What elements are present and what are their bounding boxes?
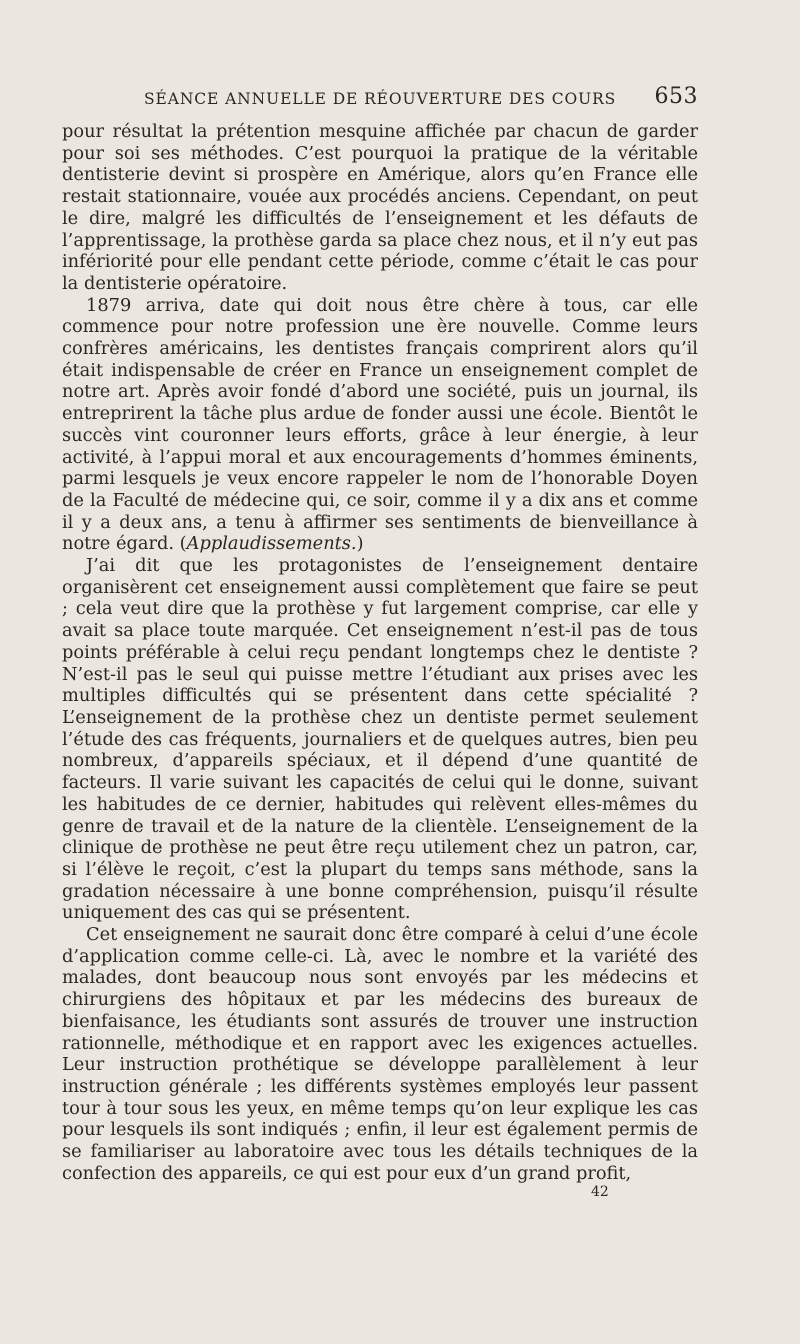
printer-signature-mark: 42	[591, 1184, 609, 1200]
running-header	[62, 84, 698, 114]
page-number: 653	[654, 84, 698, 109]
body-text	[62, 121, 698, 1184]
paragraph-continuation: pour résultat la prétention mesquine affichée par chacun de garder pour soi ses méthodes. C’est pourquoi la pratique de la véritable dentisterie devint si prospère en Amérique, alors qu’en France elle restait stationnaire, vouée aux procédés anciens. Cependant, on peut le dire, malgré les difficultés de l’enseignement et les défauts de l’apprentissage, la prothèse garda sa place chez nous, et il n’y eut pas infériorité pour elle pendant cette période, comme c’était le cas pour la dentisterie opératoire.	[62, 121, 698, 294]
applause-note: Applaudissements.	[186, 533, 357, 555]
paragraph-1879-text: 1879 arriva, date qui doit nous être chère à tous, car elle commence pour notre profession une ère nouvelle. Comme leurs confrères américains, les dentistes français comprirent alors qu’il était indispensable de créer en France un enseignement complet de notre art. Après avoir fondé d’abord une société, puis un journal, ils entreprirent la tâche plus ardue de fonder aussi une école. Bientôt le succès vint couronner leurs efforts, grâce à leur énergie, à leur activité, à l’appui moral et aux encouragements d’hommes éminents, parmi lesquels je veux encore rappeler le nom de l’honorable Doyen de la Faculté de médecine qui, ce soir, comme il y a dix ans et comme il y a deux ans, a tenu à affirmer ses sentiments de bienveillance à notre égard.	[62, 294, 698, 555]
paragraph-protagonists: J’ai dit que les protagonistes de l’enseignement dentaire organisèrent cet enseignement aussi complètement que faire se peut ; cela veut dire que la prothèse y fut largement comprise, car elle y avait sa place toute marquée. Cet enseignement n’est-il pas de tous points préférable à celui reçu pendant longtemps chez le dentiste ? N’est-il pas le seul qui puisse mettre l’étudiant aux prises avec les multiples difficultés qui se présentent dans cette spécialité ? L’enseignement de la prothèse chez un dentiste permet seulement l’étude des cas fréquents, journaliers et de quelques autres, bien peu nombreux, d’appareils spéciaux, et il dépend d’une quantité de facteurs. Il varie suivant les capacités de celui qui le donne, suivant les habitudes de ce dernier, habitudes qui relèvent elles-mêmes du genre de travail et de la nature de la clientèle. L’enseignement de la clinique de prothèse ne peut être reçu utilement chez un patron, car, si l’élève le reçoit, c’est la plupart du temps sans méthode, sans la gradation nécessaire à une bonne compréhension, puisqu’il résulte uniquement des cas qui se présentent.	[62, 555, 698, 924]
paragraph-1879: 1879 arriva, date qui doit nous être chère à tous, car elle commence pour notre profession une ère nouvelle. Comme leurs confrères américains, les dentistes français comprirent alors qu’il était indispensable de créer en France un enseignement complet de notre art. Après avoir fondé d’abord une société, puis un journal, ils entreprirent la tâche plus ardue de fonder aussi une école. Bientôt le succès vint couronner leurs efforts, grâce à leur énergie, à leur activité, à l’appui moral et aux encouragements d’hommes éminents, parmi lesquels je veux encore rappeler le nom de l’honorable Doyen de la Faculté de médecine qui, ce soir, comme il y a dix ans et comme il y a deux ans, a tenu à affirmer ses sentiments de bienveillance à notre égard. (Applaudissements.)	[62, 294, 698, 555]
paragraph-school: Cet enseignement ne saurait donc être comparé à celui d’une école d’application comme celle-ci. Là, avec le nombre et la variété des malades, dont beaucoup nous sont envoyés par les médecins et chirurgiens des hôpitaux et par les médecins des bureaux de bienfaisance, les étudiants sont assurés de trouver une instruction rationnelle, méthodique et en rapport avec les exigences actuelles. Leur instruction prothétique se développe parallèlement à leur instruction générale ; les différents systèmes employés leur passent tour à tour sous les yeux, en même temps qu’on leur explique les cas pour lesquels ils sont indiqués ; enfin, il leur est également permis de se familiariser au laboratoire avec tous les détails techniques de la confection des appareils, ce qui est pour eux d’un grand profit,	[62, 924, 698, 1184]
running-title: SÉANCE ANNUELLE DE RÉOUVERTURE DES COURS	[144, 90, 617, 108]
